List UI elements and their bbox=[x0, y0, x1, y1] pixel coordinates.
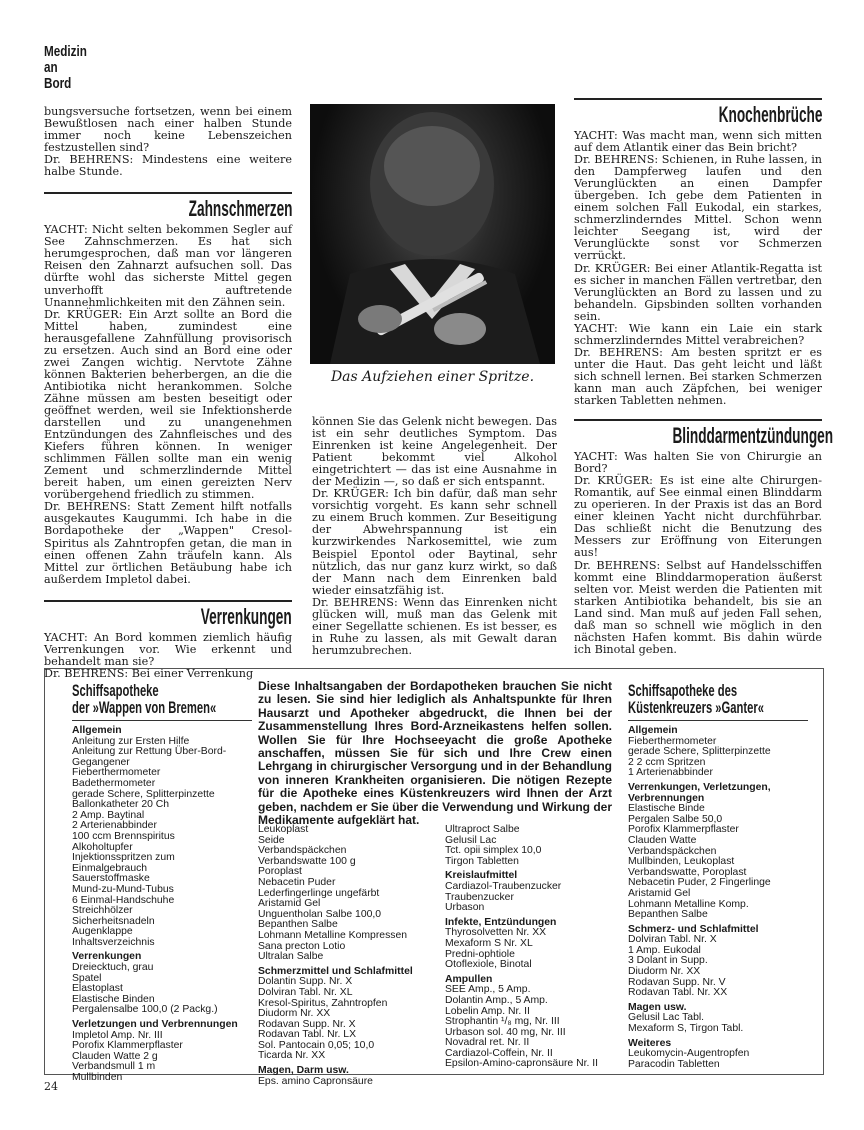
list-item: Ticarda Nr. XX bbox=[258, 1050, 326, 1062]
list-item: 100 ccm Brennspiritus bbox=[72, 830, 175, 842]
column-3 bbox=[574, 98, 834, 656]
divider bbox=[628, 720, 808, 721]
list-item: Verbandswatte, Poroplast bbox=[628, 866, 747, 878]
list-item: Anleitung zur Rettung Über-Bord-Gegangener bbox=[72, 746, 227, 768]
list-item: Urbason sol. 40 mg, Nr. III bbox=[445, 1026, 566, 1038]
paragraph: YACHT: Was halten Sie von Chirurgie an Bord? bbox=[574, 450, 822, 476]
list-item: Fieberthermometer bbox=[628, 735, 717, 747]
list-item: Urbason bbox=[445, 902, 485, 914]
paragraph: YACHT: An Bord kommen ziemlich häufig Verrenkungen vor. Wie erkennt und behandelt man sie? bbox=[44, 630, 292, 668]
photo-illustration bbox=[310, 104, 555, 364]
list-item: Porofix Klammerpflaster bbox=[628, 824, 739, 836]
list-item: Rodavan Supp. Nr. X bbox=[258, 1018, 356, 1030]
kicker-line: an bbox=[44, 59, 58, 76]
list-heading: Ampullen bbox=[445, 973, 493, 985]
list-item: Gelusil Lac bbox=[445, 834, 497, 846]
list-item: Rodavan Tabl. Nr. LX bbox=[258, 1029, 356, 1041]
list-item: Diudorm Nr. XX bbox=[258, 1008, 331, 1020]
list-item: Cardiazol-Traubenzucker bbox=[445, 880, 562, 892]
list-item: Nebacetin Puder bbox=[258, 876, 336, 888]
list-item: Otoflexiole, Binotal bbox=[445, 959, 532, 971]
list-item: Ultralan Salbe bbox=[258, 951, 324, 963]
section-kicker bbox=[44, 44, 106, 92]
list-item: Sauerstoffmaske bbox=[72, 873, 150, 885]
kicker-line: Medizin bbox=[44, 43, 87, 60]
paragraph: Dr. BEHRENS: Selbst auf Handelsschiffen kommt eine Blinddarmoperation äußerst selten vor. Meist werden die Patienten mit starken Antibiotika behandelt, bis sie an Land sind. Man muß auf jeden Fall sehen, daß man so schnell wie möglich in den nächsten Hafen kommt. Bis dahin würde ich Binotal geben. bbox=[574, 558, 822, 656]
list-item: Mexaform S Nr. XL bbox=[445, 937, 533, 949]
paragraph: Dr. KRÜGER: Bei einer Atlantik-Regatta ist es sicher in manchen Fällen vertretbar, den Verunglückten an Bord zu lassen und zu behandeln. Gipsbinden sollten vorhanden sein. bbox=[574, 261, 822, 323]
list-item: Elastoplast bbox=[72, 983, 123, 995]
list-item: Porofix Klammerpflaster bbox=[72, 1040, 183, 1052]
list-item: Dolantin Supp. Nr. X bbox=[258, 976, 353, 988]
list-item: Aristamid Gel bbox=[258, 898, 321, 910]
item-list bbox=[628, 737, 813, 779]
list-heading: Allgemein bbox=[72, 725, 122, 736]
paragraph: Dr. BEHRENS: Am besten spritzt er es unter die Haut. Das geht leicht und läßt sich schnell lernen. Bei starken Schmerzen kann man auch Zäpfchen, bei weniger starken Tabletten nehmen. bbox=[574, 345, 822, 408]
list-heading: Verletzungen und Verbrennungen bbox=[72, 1019, 238, 1031]
box-middle-column-2 bbox=[445, 825, 615, 1070]
list-item: Mund-zu-Mund-Tubus bbox=[72, 883, 174, 895]
list-item: Mullbinden, Leukoplast bbox=[628, 856, 735, 868]
item-list bbox=[258, 825, 440, 963]
list-item: Verbandswatte 100 g bbox=[258, 855, 356, 867]
list-item: Tct. opii simplex 10,0 bbox=[445, 845, 542, 857]
list-item: Dolantin Amp., 5 Amp. bbox=[445, 994, 548, 1006]
list-heading: Weiteres bbox=[628, 1037, 672, 1049]
list-item: Inhaltsverzeichnis bbox=[72, 936, 155, 948]
paragraph: Dr. BEHRENS: Wenn das Einrenken nicht glücken will, muß man das Gelenk mit einer Segellatte schienen. Es ist besser, es in Ruhe zu lassen, als mit Gewalt daran herumzubrechen. bbox=[312, 595, 557, 657]
list-item: Augenklappe bbox=[72, 926, 133, 938]
list-item: Leukoplast bbox=[258, 824, 309, 835]
list-item: Rodavan Supp. Nr. V bbox=[628, 976, 726, 988]
item-list bbox=[628, 1049, 813, 1070]
paragraph: YACHT: Was macht man, wenn sich mitten auf dem Atlantik einer das Bein bricht? bbox=[574, 129, 822, 155]
box-intro: Diese Inhaltsangaben der Bordapotheken brauchen Sie nicht zu lesen. Sie sind hier lediglich als Anhaltspunkte für Ihren Hausarzt und Apotheker abgedruckt, die Ihnen bei der Zusammenstellung Ihres Bord-Arzneikastens helfen sollen. Wollen Sie für Ihre Hochseeyacht die große Apotheke anschaffen, müssen Sie für sich und Ihre Crew einen Lehrgang in chirurgischer Versorgung und in der Behandlung von inneren Krankheiten organisieren. Die nötigen Rezepte für die Apotheke eines Küstenkreuzers wird Ihnen der Arzt geben, nachdem er Sie über die Verwendung und Wirkung der Medikamente aufgeklärt hat. bbox=[258, 679, 612, 828]
list-item: Poroplast bbox=[258, 866, 302, 878]
list-heading: Allgemein bbox=[628, 725, 678, 736]
list-item: Ultraproct Salbe bbox=[445, 824, 520, 835]
list-item: Eps. amino Capronsäure bbox=[258, 1075, 373, 1087]
list-item: Mullbinden bbox=[72, 1072, 123, 1083]
paragraph: Dr. BEHRENS: Statt Zement hilft notfalls ausgekautes Kaugummi. Ich habe in die Bordapotheke der „Wappen" Cresol-Spiritus als Zahntropfen getan, die man in einen offenen Zahn träufeln kann. Als Mittel zur örtlichen Betäubung habe ich außerdem Impletol dabei. bbox=[44, 500, 292, 586]
paragraph: Dr. KRÜGER: Es ist eine alte Chirurgen-Romantik, auf See einmal einen Blinddarm zu operieren. In der Praxis ist das an Bord einer kleinen Yacht nicht durchführbar. Das schließt nicht die Benutzung des Messers zur Eröffnung von Eiterungen aus! bbox=[574, 474, 822, 560]
paragraph: YACHT: Wie kann ein Laie ein stark schmerzlinderndes Mittel verabreichen? bbox=[574, 321, 822, 347]
list-item: Injektionsspritzen zum Einmalgebrauch bbox=[72, 852, 175, 874]
item-list bbox=[445, 928, 615, 970]
list-item: Lederfingerlinge ungefärbt bbox=[258, 887, 380, 899]
list-item: Clauden Watte bbox=[628, 834, 697, 846]
list-item: Traubenzucker bbox=[445, 891, 514, 903]
list-item: Paracodin Tabletten bbox=[628, 1058, 720, 1070]
list-item: Diudorm Nr. XX bbox=[628, 966, 701, 978]
list-item: 1 Arterienabbinder bbox=[628, 767, 713, 779]
item-list bbox=[258, 1077, 440, 1088]
list-heading: Schmerzmittel und Schlafmittel bbox=[258, 965, 413, 977]
list-item: 3 Dolant in Supp. bbox=[628, 955, 708, 967]
section-heading: Verrenkungen bbox=[44, 600, 292, 630]
list-item: Sol. Pantocain 0,05; 10,0 bbox=[258, 1039, 375, 1051]
list-item: Pergalen Salbe 50,0 bbox=[628, 813, 723, 825]
section-heading: Blinddarmentzündungen bbox=[574, 419, 822, 449]
list-item: Pergalensalbe 100,0 (2 Packg.) bbox=[72, 1004, 218, 1016]
kicker-line: Bord bbox=[44, 75, 72, 92]
paragraph: YACHT: Nicht selten bekommen Segler auf See Zahnschmerzen. Es hat sich herumgesprochen, daß man vor längeren Reisen den Zahnarzt aufsuchen soll. Das dürfte wohl das sicherste Mittel gegen unverhofft auftretende Unannehmlichkeiten mit den Zähnen sein. bbox=[44, 223, 292, 309]
list-item: Anleitung zur Ersten Hilfe bbox=[72, 735, 190, 747]
list-item: Lohmann Metalline Kompressen bbox=[258, 929, 408, 941]
list-item: Epsilon-Amino-capronsäure Nr. II bbox=[445, 1058, 599, 1070]
list-item: Aristamid Gel bbox=[628, 887, 691, 899]
box-right-column bbox=[628, 683, 813, 1070]
item-list bbox=[628, 935, 813, 999]
list-item: Elastische Binden bbox=[72, 993, 155, 1005]
paragraph: Dr. BEHRENS: Schienen, in Ruhe lassen, in den Dampferweg laufen und den Verunglückten an einen Dampfer übergeben. Ich gebe dem Patienten in einem solchen Fall Eukodal, ein starkes, schmerzlinderndes Mittel. Schon wenn leichter Seegang ist, wird der Verunglückte sonst vor Schmerzen verrückt. bbox=[574, 153, 822, 263]
paragraph: Dr. BEHRENS: Bei einer Verrenkung bbox=[44, 666, 254, 680]
list-item: Badethermometer bbox=[72, 777, 156, 789]
column-1 bbox=[44, 106, 292, 680]
paragraph: bungsversuche fortsetzen, wenn bei einem Bewußtlosen nach einer halben Stunde immer noch keine Lebenszeichen festzustellen sind? bbox=[44, 105, 292, 155]
list-item: Verbandsmull 1 m bbox=[72, 1061, 156, 1073]
list-item: Impletol Amp. Nr. III bbox=[72, 1029, 163, 1041]
list-item: Strophantin ¹/₈ mg, Nr. III bbox=[445, 1016, 560, 1028]
list-item: Spatel bbox=[72, 972, 102, 984]
list-heading: Magen usw. bbox=[628, 1001, 687, 1013]
list-item: Verbandspäckchen bbox=[258, 845, 347, 857]
photo-caption: Das Aufziehen einer Spritze. bbox=[330, 369, 535, 385]
list-item: Dreiecktuch, grau bbox=[72, 962, 154, 974]
list-item: Tirgon Tabletten bbox=[445, 855, 519, 867]
list-item: Bepanthen Salbe bbox=[258, 919, 338, 931]
list-item: 6 Einmal-Handschuhe bbox=[72, 894, 175, 906]
list-item: 2 2 ccm Spritzen bbox=[628, 756, 706, 768]
box-title: Küstenkreuzers »Ganter« bbox=[628, 699, 764, 717]
list-heading: Schmerz- und Schlafmittel bbox=[628, 923, 759, 935]
item-list bbox=[628, 1013, 813, 1034]
list-item: Verbandspäckchen bbox=[628, 845, 717, 857]
list-heading: Infekte, Entzündungen bbox=[445, 916, 557, 928]
list-item: gerade Schere, Splitterpinzette bbox=[72, 788, 215, 800]
item-list bbox=[445, 882, 615, 914]
page-number: 24 bbox=[44, 1080, 58, 1093]
list-item: Dolviran Tabl. Nr. X bbox=[628, 934, 717, 946]
list-item: SEE Amp., 5 Amp. bbox=[445, 984, 531, 996]
box-middle-column-1 bbox=[258, 825, 440, 1087]
item-list bbox=[445, 985, 615, 1070]
item-list bbox=[258, 977, 440, 1062]
list-item: Alkoholtupfer bbox=[72, 841, 133, 853]
list-heading: Verrenkungen, Verletzungen, Verbrennungen bbox=[628, 781, 771, 804]
list-item: Fieberthermometer bbox=[72, 767, 161, 779]
paragraph: Dr. KRÜGER: Ich bin dafür, daß man sehr vorsichtig vorgeht. Es kann sehr schnell zu einem Bruch kommen. Zur Beseitigung der Abwehrspannung ist ein kurzwirkendes Narkosemittel, wie zum Beispiel Epontol oder Baytinal, sehr nützlich, das nur ganz kurz wirkt, so daß der Mann nach dem Einrenken bald wieder einsatzfähig ist. bbox=[312, 487, 557, 597]
list-item: Predni-ophtiole bbox=[445, 948, 515, 960]
list-item: Novadral ret. Nr. II bbox=[445, 1037, 530, 1049]
list-item: Sana precton Lotio bbox=[258, 940, 346, 952]
list-heading: Verrenkungen bbox=[72, 951, 142, 963]
list-item: Unguentholan Salbe 100,0 bbox=[258, 908, 382, 920]
list-item: Mexaform S, Tirgon Tabl. bbox=[628, 1023, 744, 1035]
list-item: gerade Schere, Splitterpinzette bbox=[628, 746, 771, 758]
list-item: Streichhölzer bbox=[72, 905, 133, 917]
item-list bbox=[72, 1031, 252, 1084]
item-list bbox=[72, 963, 252, 1016]
list-item: 1 Amp. Eukodal bbox=[628, 944, 701, 956]
list-item: Thyrosolvetten Nr. XX bbox=[445, 927, 547, 939]
list-item: Nebacetin Puder, 2 Fingerlinge bbox=[628, 877, 771, 889]
syringe-photo bbox=[310, 104, 555, 364]
list-item: Clauden Watte 2 g bbox=[72, 1050, 158, 1062]
list-heading: Kreislaufmittel bbox=[445, 870, 518, 882]
list-item: Cardiazol-Coffein, Nr. II bbox=[445, 1047, 553, 1059]
list-item: Seide bbox=[258, 834, 285, 846]
list-item: Lobelin Amp. Nr. II bbox=[445, 1005, 530, 1017]
item-list bbox=[628, 804, 813, 921]
section-heading: Knochenbrüche bbox=[574, 98, 822, 128]
list-item: Rodavan Tabl. Nr. XX bbox=[628, 987, 728, 999]
column-2 bbox=[312, 416, 557, 657]
list-item: Sicherheitsnadeln bbox=[72, 915, 155, 927]
section-heading: Zahnschmerzen bbox=[44, 192, 292, 222]
list-item: Kresol-Spiritus, Zahntropfen bbox=[258, 997, 388, 1009]
divider bbox=[72, 720, 252, 721]
list-item: Gelusil Lac Tabl. bbox=[628, 1012, 705, 1024]
list-item: Lohmann Metalline Komp. bbox=[628, 898, 749, 910]
paragraph: können Sie das Gelenk nicht bewegen. Das ist ein sehr deutliches Symptom. Das Einrenken ist keine Angelegenheit. Der Patient bekommt viel Alkohol eingetrichtert — das ist eine Ausnahme in der Medizin —, so daß er sich entspannt. bbox=[312, 415, 557, 489]
paragraph: Dr. KRÜGER: Ein Arzt sollte an Bord die Mittel haben, zumindest eine herausgefallene Zahnfüllung provisorisch zu ersetzen. Auch sind an Bord eine oder zwei Zangen wichtig. Nervtote Zähne können Bakterien beherbergen, an die die Antibiotika nicht herankommen. Solche Zähne müssen am besten beseitigt oder geöffnet werden, weil sie Infektionsherde darstellen und zu unangenehmen Entzündungen des Zahnfleisches und des Kiefers führen können. In weniger schlimmen Fällen sollte man ein wenig Zement und schmerzlindernde Mittel bereit haben, um einen gereizten Nerv vorübergehend friedlich zu stimmen. bbox=[44, 307, 292, 502]
box-title: Schiffsapotheke bbox=[72, 682, 159, 700]
box-title: Schiffsapotheke des bbox=[628, 682, 738, 700]
list-item: 2 Amp. Baytinal bbox=[72, 809, 145, 821]
box-title: der »Wappen von Bremen« bbox=[72, 699, 217, 717]
list-item: 2 Arterienabbinder bbox=[72, 820, 157, 832]
box-left-column bbox=[72, 683, 252, 1084]
item-list bbox=[445, 825, 615, 867]
list-item: Ballonkatheter 20 Ch bbox=[72, 799, 170, 811]
list-item: Leukomycin-Augentropfen bbox=[628, 1048, 750, 1060]
item-list bbox=[72, 737, 252, 949]
list-item: Dolviran Tabl. Nr. XL bbox=[258, 986, 353, 998]
list-item: Elastische Binde bbox=[628, 803, 705, 815]
list-item: Bepanthen Salbe bbox=[628, 909, 708, 921]
paragraph: Dr. BEHRENS: Mindestens eine weitere halbe Stunde. bbox=[44, 153, 292, 179]
list-heading: Magen, Darm usw. bbox=[258, 1065, 349, 1077]
